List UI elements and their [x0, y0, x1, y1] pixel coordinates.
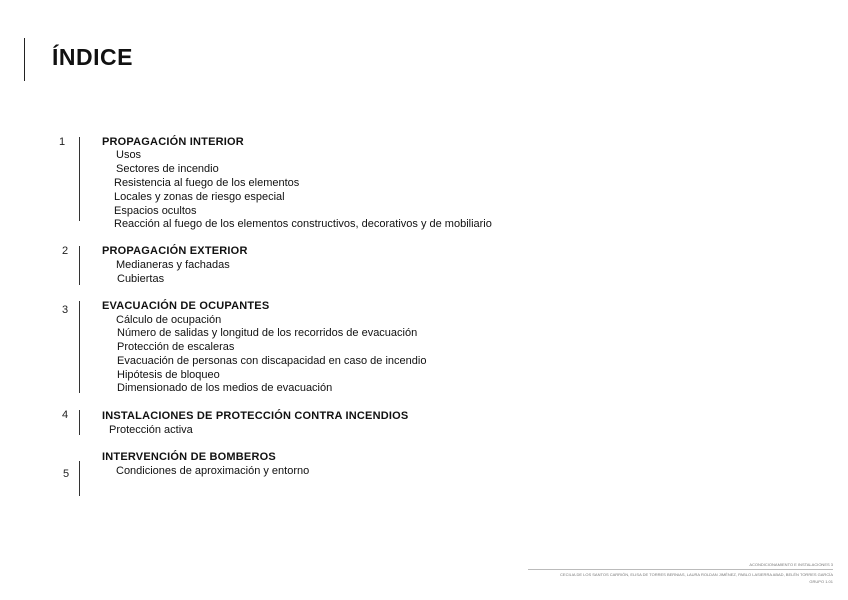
- section-rule: [79, 137, 80, 221]
- section-rule: [79, 461, 80, 496]
- section-item: Protección activa: [109, 424, 193, 436]
- section-item: Espacios ocultos: [114, 205, 197, 217]
- title-rule: [24, 38, 25, 81]
- section-number: 5: [63, 468, 70, 480]
- section-item: Número de salidas y longitud de los recorridos de evacuación: [117, 327, 418, 339]
- footer-rule: [528, 569, 833, 570]
- section-item: Protección de escaleras: [117, 341, 235, 353]
- section-item: Evacuación de personas con discapacidad en caso de incendio: [117, 355, 427, 367]
- section-number: 3: [62, 304, 69, 316]
- section-number: 4: [62, 409, 69, 421]
- section-item: Sectores de incendio: [116, 163, 219, 175]
- page-title: ÍNDICE: [52, 44, 133, 70]
- section-item: Locales y zonas de riesgo especial: [114, 191, 285, 203]
- section-number: 2: [62, 245, 69, 257]
- section-number: 1: [59, 136, 66, 148]
- section-title: PROPAGACIÓN EXTERIOR: [102, 245, 248, 257]
- section-item: Reacción al fuego de los elementos constructivos, decorativos y de mobiliario: [114, 218, 492, 230]
- section-item: Usos: [116, 149, 142, 161]
- footer-authors: CECILIA DE LOS SANTOS CARRIÓN, ELISA DE TORRES BERNIAS, LAURA ROLDAN JIMÉNEZ, PABLO LASIERRA ABAD, BELÉN TORRES GARCÍA: [560, 572, 833, 577]
- section-title: INTERVENCIÓN DE BOMBEROS: [102, 451, 276, 463]
- section-title: INSTALACIONES DE PROTECCIÓN CONTRA INCENDIOS: [102, 410, 409, 422]
- section-item: Resistencia al fuego de los elementos: [114, 177, 300, 189]
- section-rule: [79, 301, 80, 393]
- section-title: PROPAGACIÓN INTERIOR: [102, 136, 244, 148]
- section-title: EVACUACIÓN DE OCUPANTES: [102, 300, 270, 312]
- section-item: Cálculo de ocupación: [116, 314, 222, 326]
- footer-course: ACONDICIONAMIENTO E INSTALACIONES 3: [749, 562, 833, 567]
- section-item: Cubiertas: [117, 273, 165, 285]
- section-item: Hipótesis de bloqueo: [117, 369, 220, 381]
- section-rule: [79, 246, 80, 285]
- section-item: Medianeras y fachadas: [116, 259, 230, 271]
- section-item: Condiciones de aproximación y entorno: [116, 465, 310, 477]
- section-rule: [79, 410, 80, 435]
- footer-group: GRUPO 1.01: [809, 579, 833, 584]
- section-item: Dimensionado de los medios de evacuación: [117, 382, 333, 394]
